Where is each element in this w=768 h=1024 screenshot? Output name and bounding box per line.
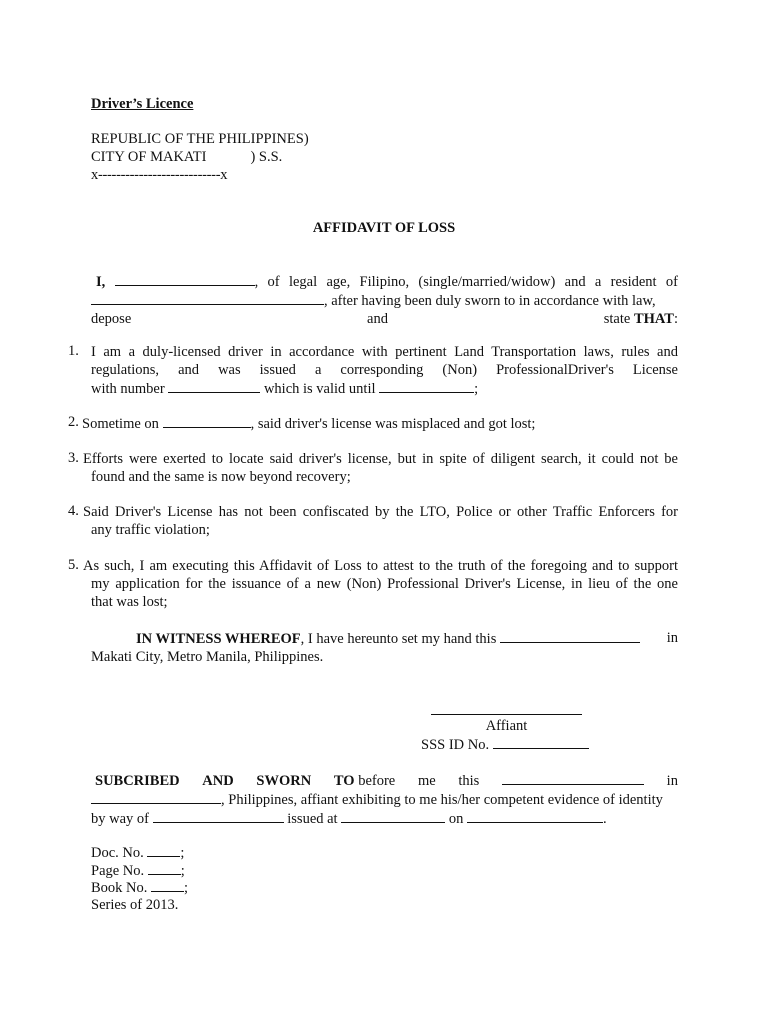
witness-in: in: [666, 630, 678, 646]
witness-line-2: Makati City, Metro Manila, Philippines.: [91, 649, 324, 665]
list-item-number: 3.: [68, 450, 79, 466]
item2-text: , said driver's license was misplaced and got lost;: [250, 416, 536, 432]
list-item-number: 4.: [68, 503, 79, 519]
list-item: [68, 414, 678, 433]
intro-word-depose: depose: [91, 311, 132, 327]
item5-line-3: that was lost;: [91, 594, 168, 610]
intro-line-2: [91, 291, 678, 310]
intro-line2-text: , after having been duly sworn to in accordance with law,: [324, 293, 656, 309]
id-issued-date-blank[interactable]: [467, 809, 603, 823]
item4-line-2: any traffic violation;: [91, 522, 210, 538]
list-item: [68, 557, 678, 611]
id-issued-place-blank[interactable]: [341, 809, 445, 823]
intro-word-that: THAT: [633, 311, 674, 327]
sss-id-label: SSS ID No.: [421, 737, 490, 753]
item5-line-1: As such, I am executing this Affidavit of Loss to attest to the truth of the foregoing and to support: [83, 558, 678, 574]
item2-sometime-label: Sometime on: [82, 416, 159, 432]
jurat-place-blank[interactable]: [91, 790, 221, 804]
item1-valid-label: which is valid until: [263, 381, 376, 397]
item3-line-2: found and the same is now beyond recovery;: [91, 469, 351, 485]
intro-paragraph: [91, 272, 678, 328]
book-no-semicolon: ;: [184, 880, 189, 896]
venue-city-name: CITY OF MAKATI: [91, 149, 207, 165]
venue-city: [91, 148, 282, 166]
item1-line-2: regulations, and was issued a corresponding (Non) ProfessionalDriver's License: [91, 362, 678, 378]
item1-number-label: with number: [91, 381, 165, 397]
item1-semicolon: ;: [474, 381, 479, 397]
doc-no-semicolon: ;: [180, 845, 185, 861]
affidavit-title: AFFIDAVIT OF LOSS: [312, 220, 456, 236]
jurat-by-way-of: by way of: [91, 811, 149, 827]
document-type-heading: Driver’s Licence: [91, 96, 194, 112]
jurat-line2-text: , Philippines, affiant exhibiting to me his/her competent evidence of identity: [221, 792, 663, 808]
jurat-paragraph: [91, 771, 678, 828]
intro-colon: :: [673, 311, 678, 327]
book-no-blank[interactable]: [151, 878, 184, 892]
list-item: [68, 343, 678, 398]
list-item-text: [82, 414, 678, 433]
jurat-date-blank[interactable]: [502, 771, 644, 785]
list-item: [68, 503, 678, 539]
jurat-line-2: [91, 790, 678, 809]
witness-date-blank[interactable]: [500, 629, 640, 643]
item5-line-2: my application for the issuance of a new (Non) Professional Driver's License, in lieu of the one: [91, 576, 678, 592]
doc-no-blank[interactable]: [147, 843, 180, 857]
intro-line1-text: , of legal age, Filipino, (single/married/widow) and a resident of: [254, 274, 678, 290]
sss-id-row: [421, 735, 589, 754]
witness-lead: IN WITNESS WHEREOF: [136, 631, 301, 647]
date-lost-blank[interactable]: [163, 414, 251, 428]
list-item-number: 2.: [68, 414, 79, 430]
doc-no-label: Doc. No.: [91, 845, 144, 861]
witness-paragraph: [91, 629, 678, 666]
venue-ss: ) S.S.: [250, 149, 283, 165]
jurat-line-3: [91, 809, 678, 828]
page-no-semicolon: ;: [180, 863, 185, 879]
intro-line-1: [91, 272, 678, 291]
jurat-word-me: me: [417, 773, 436, 789]
intro-word-and: and: [367, 311, 388, 327]
name-blank[interactable]: [115, 272, 255, 286]
list-item-number: 1.: [68, 343, 79, 359]
jurat-word-to: TO: [333, 773, 355, 789]
intro-word-state-that: [604, 310, 678, 328]
jurat-on: on: [448, 811, 464, 827]
book-no-label: Book No.: [91, 880, 148, 896]
list-item-text: [83, 503, 678, 539]
jurat-word-to-before: [334, 772, 395, 790]
residence-blank[interactable]: [91, 291, 324, 305]
sss-id-blank[interactable]: [493, 735, 589, 749]
jurat-line-1: [91, 771, 678, 790]
witness-line-1: [91, 629, 678, 648]
list-item: [68, 450, 678, 486]
item2-line-1: [82, 414, 678, 433]
affiant-signature-line[interactable]: [431, 702, 582, 715]
witness-text: , I have hereunto set my hand this: [300, 631, 497, 647]
page-no-blank[interactable]: [148, 861, 181, 875]
jurat-word-this: this: [458, 773, 480, 789]
venue-republic: REPUBLIC OF THE PHILIPPINES): [91, 131, 309, 147]
item4-line-1: Said Driver's License has not been confiscated by the LTO, Police or other Traffic Enforcers for: [83, 504, 678, 520]
notary-doc-no: [91, 843, 184, 862]
jurat-word-before: before: [358, 773, 396, 789]
affiant-label: Affiant: [485, 718, 528, 734]
license-number-blank[interactable]: [168, 379, 260, 393]
venue-separator: x---------------------------x: [91, 167, 228, 183]
id-type-blank[interactable]: [153, 809, 284, 823]
notary-series: Series of 2013.: [91, 897, 179, 913]
jurat-in: in: [666, 773, 678, 789]
witness-line1-left: [91, 629, 640, 648]
list-item-text: [83, 450, 678, 486]
intro-line-3: [91, 310, 678, 328]
list-item-text: [83, 557, 678, 611]
jurat-word-and: AND: [202, 773, 234, 789]
page-no-label: Page No.: [91, 863, 145, 879]
item1-line-1: I am a duly-licensed driver in accordance with pertinent Land Transportation laws, rules and: [91, 344, 678, 360]
jurat-period: .: [602, 811, 607, 827]
intro-pronoun: I,: [96, 274, 106, 290]
list-item-text: [91, 343, 678, 398]
jurat-issued-at: issued at: [287, 811, 338, 827]
valid-until-blank[interactable]: [379, 379, 474, 393]
intro-word-state: state: [603, 311, 631, 327]
item1-line-3: [91, 379, 678, 398]
jurat-word-subcribed: SUBCRIBED: [95, 773, 180, 789]
item3-line-1: Efforts were exerted to locate said driver's license, but in spite of diligent search, it could not be: [83, 451, 678, 467]
notary-book-no: [91, 878, 188, 897]
jurat-word-sworn: SWORN: [256, 773, 312, 789]
list-item-number: 5.: [68, 557, 79, 573]
